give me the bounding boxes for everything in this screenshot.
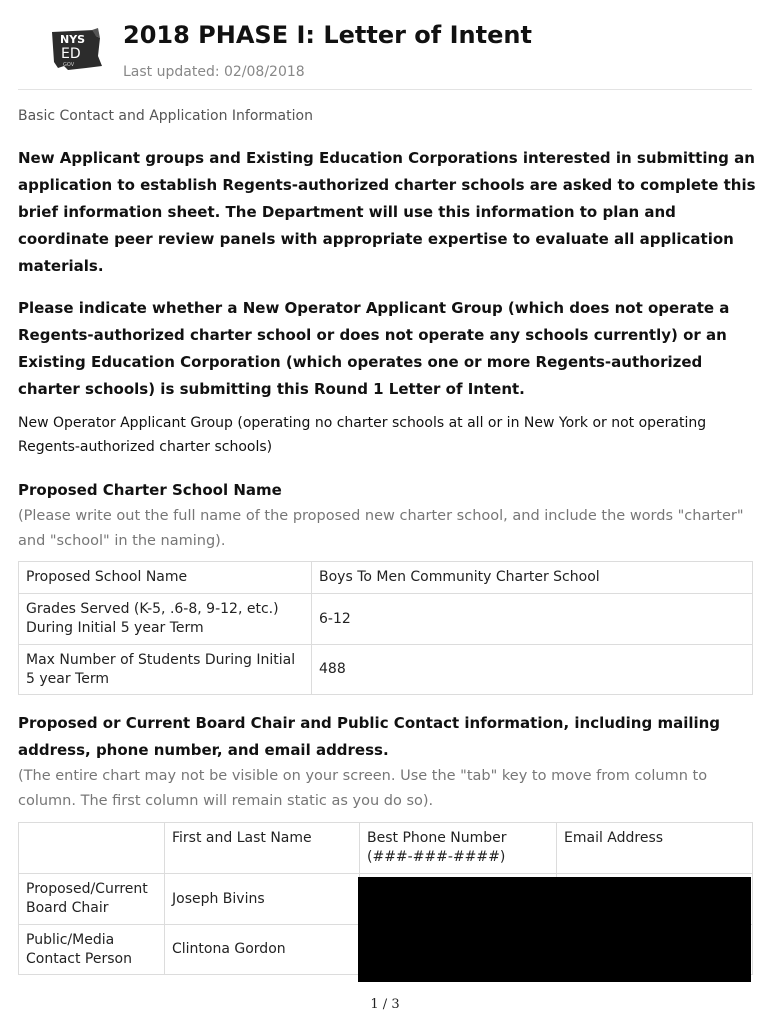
school-name-hint: (Please write out the full name of the proposed new charter school, and include the words "charter" and "school" in the naming). (18, 508, 744, 549)
table-cell-role: Proposed/Current Board Chair (19, 874, 165, 925)
svg-text:ED: ED (61, 46, 81, 62)
table-cell-value: Boys To Men Community Charter School (312, 562, 753, 594)
table-header-cell: Email Address (557, 823, 753, 874)
table-cell-label: Proposed School Name (19, 562, 312, 594)
applicant-question: Please indicate whether a New Operator Applicant Group (which does not operate a Regents-authorized charter school or does not operate any schools currently) or an Existing Education Corporation (which operates one or more Regents-authorized charter schools) is submitting this Round 1 Letter of Intent. (18, 299, 730, 398)
nysed-logo (48, 26, 104, 76)
document-title: 2018 PHASE I: Letter of Intent (123, 21, 532, 49)
table-cell-label: Grades Served (K-5, .6-8, 9-12, etc.) During Initial 5 year Term (19, 594, 312, 645)
document-header (18, 14, 752, 90)
table-cell-value: 6-12 (312, 594, 753, 645)
table-cell-name: Clintona Gordon (165, 925, 360, 975)
table-cell-name: Joseph Bivins (165, 874, 360, 925)
svg-text:NYS: NYS (60, 33, 86, 46)
page-indicator: 1 / 3 (370, 997, 400, 1012)
board-contact-heading: Proposed or Current Board Chair and Public Contact information, including mailing address, phone number, and email address. (18, 714, 721, 759)
table-cell-label: Max Number of Students During Initial 5 year Term (19, 645, 312, 695)
school-name-heading: Proposed Charter School Name (18, 481, 282, 499)
board-contact-hint: (The entire chart may not be visible on your screen. Use the "tab" key to move from column to column. The first column will remain static as you do so). (18, 768, 708, 809)
table-header-cell: First and Last Name (165, 823, 360, 874)
table-row (19, 562, 753, 594)
redaction-block (358, 877, 751, 982)
table-header-row (19, 823, 753, 874)
school-info-table (18, 561, 753, 695)
intro-paragraph: New Applicant groups and Existing Education Corporations interested in submitting an application to establish Regents-authorized charter schools are asked to complete this brief information sheet. The Department will use this information to plan and coordinate peer review panels with appropriate expertise to evaluate all application materials. (18, 149, 756, 275)
section-label: Basic Contact and Application Information (18, 108, 313, 124)
last-updated: Last updated: 02/08/2018 (123, 64, 305, 80)
applicant-answer: New Operator Applicant Group (operating no charter schools at all or in New York or not operating Regents-authorized charter schools) (18, 415, 707, 455)
table-cell-value: 488 (312, 645, 753, 695)
table-cell-role: Public/Media Contact Person (19, 925, 165, 975)
table-row (19, 645, 753, 695)
table-header-cell: Best Phone Number (###-###-####) (360, 823, 557, 874)
table-row (19, 594, 753, 645)
table-header-cell (19, 823, 165, 874)
svg-text:GOV: GOV (63, 62, 75, 68)
